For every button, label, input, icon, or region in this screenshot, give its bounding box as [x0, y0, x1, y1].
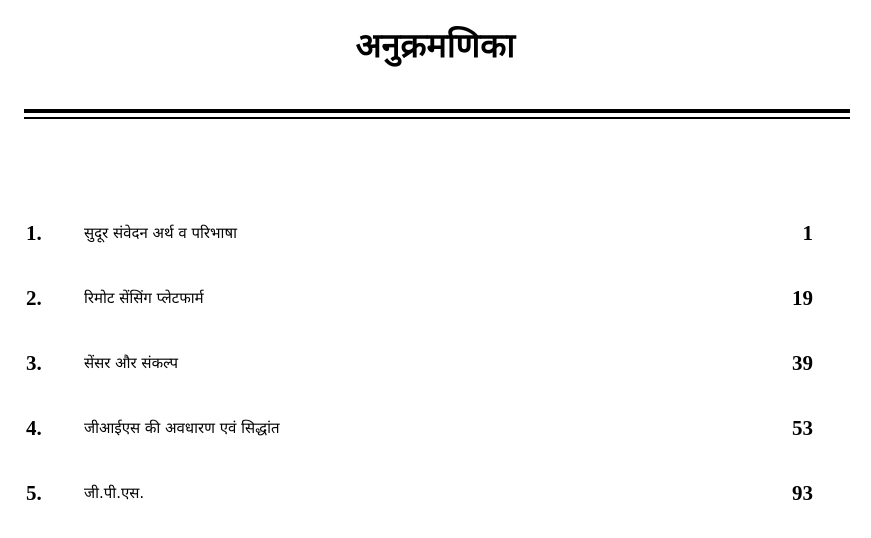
toc-entry — [0, 413, 871, 443]
entry-number: 5. — [26, 481, 42, 505]
entry-page-number: 93 — [792, 481, 813, 505]
entry-title: रिमोट सेंसिंग प्लेटफार्म — [84, 289, 204, 307]
title-divider-thin — [24, 117, 850, 119]
entry-page-number: 53 — [792, 416, 813, 440]
entry-page-number: 39 — [792, 351, 813, 375]
entry-page-number: 19 — [792, 286, 813, 310]
toc-entry — [0, 478, 871, 508]
title-divider-thick — [24, 109, 850, 113]
entry-number: 3. — [26, 351, 42, 375]
entry-title: जीआईएस की अवधारण एवं सिद्धांत — [84, 419, 280, 437]
entry-title: सेंसर और संकल्प — [84, 354, 179, 372]
page-title: अनुक्रमणिका — [355, 26, 516, 66]
toc-entry — [0, 283, 871, 313]
toc-entry — [0, 218, 871, 248]
entry-title: जी.पी.एस. — [84, 484, 145, 502]
entry-title: सुदूर संवेदन अर्थ व परिभाषा — [84, 224, 237, 242]
entry-page-number: 1 — [802, 221, 813, 245]
entry-number: 4. — [26, 416, 42, 440]
toc-entry — [0, 348, 871, 378]
entry-number: 2. — [26, 286, 42, 310]
entry-number: 1. — [26, 221, 42, 245]
